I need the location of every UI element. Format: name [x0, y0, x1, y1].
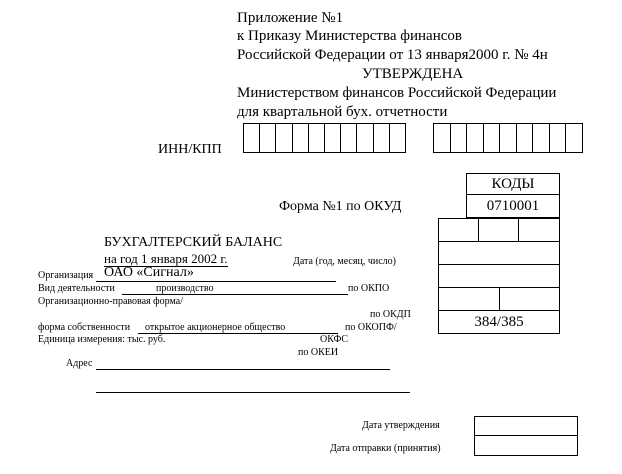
okdp-cell[interactable]	[438, 264, 560, 288]
appendix-line-2: к Приказу Министерства финансов	[237, 28, 462, 44]
inn-digit-cell[interactable]	[373, 123, 390, 153]
kpp-digit-cell[interactable]	[450, 123, 468, 153]
org-label: Организация	[38, 270, 94, 281]
inn-digit-cell[interactable]	[324, 123, 341, 153]
address-label: Адрес	[66, 358, 93, 369]
activity-value[interactable]: производство	[156, 283, 214, 294]
inn-digit-cell[interactable]	[340, 123, 357, 153]
ownership-value[interactable]: открытое акционерное общество	[145, 322, 286, 333]
okdp-label: по ОКДП	[370, 309, 411, 320]
date-year-cell[interactable]	[438, 218, 479, 242]
address-line-2[interactable]	[96, 392, 410, 393]
date-label: Дата (год, месяц, число)	[293, 256, 396, 267]
inn-digit-cell[interactable]	[308, 123, 325, 153]
kpp-digit-cell[interactable]	[532, 123, 550, 153]
kpp-digit-cell[interactable]	[516, 123, 534, 153]
approved-heading: УТВЕРЖДЕНА	[362, 66, 464, 82]
units-label: Единица измерения: тыс. руб.	[38, 334, 166, 345]
approval-date-cell[interactable]	[474, 416, 578, 436]
inn-digit-cell[interactable]	[292, 123, 309, 153]
okopf-cell[interactable]	[438, 287, 500, 311]
inn-digit-cell[interactable]	[243, 123, 260, 153]
inn-digit-cell[interactable]	[356, 123, 373, 153]
inn-digit-cell[interactable]	[259, 123, 276, 153]
inn-digit-cell[interactable]	[275, 123, 292, 153]
send-date-label: Дата отправки (принятия)	[330, 443, 441, 454]
ownership-label: форма собственности	[38, 322, 131, 333]
balance-period: на год 1 января 2002 г.	[104, 251, 228, 266]
date-month-cell[interactable]	[478, 218, 519, 242]
address-line-1[interactable]	[96, 369, 390, 370]
date-day-cell[interactable]	[518, 218, 560, 242]
okpo-label: по ОКПО	[348, 283, 390, 294]
okei-cell[interactable]	[438, 310, 560, 334]
okfs-cell[interactable]	[499, 287, 560, 311]
okfs-label: ОКФС	[320, 334, 349, 345]
inn-kpp-label: ИНН/КПП	[158, 142, 222, 157]
appendix-line-1: Приложение №1	[237, 10, 344, 26]
balance-title: БУХГАЛТЕРСКИЙ БАЛАНС	[104, 235, 283, 250]
kpp-digit-cell[interactable]	[483, 123, 501, 153]
codes-header: КОДЫ	[491, 176, 535, 192]
send-date-cell[interactable]	[474, 435, 578, 456]
appendix-line-5: Министерством финансов Российской Федерации	[237, 85, 557, 101]
inn-digit-cell[interactable]	[389, 123, 406, 153]
kpp-digit-cell[interactable]	[549, 123, 567, 153]
appendix-line-6: для квартальной бух. отчетности	[237, 104, 448, 120]
okpo-cell[interactable]	[438, 241, 560, 265]
kpp-digit-cell[interactable]	[433, 123, 451, 153]
kpp-digit-cell[interactable]	[565, 123, 583, 153]
org-line	[96, 281, 336, 282]
okei-label: по ОКЕИ	[298, 347, 339, 358]
codes-header-cell	[466, 173, 560, 195]
form-okud-label: Форма №1 по ОКУД	[279, 199, 402, 214]
okud-value: 0710001	[486, 198, 540, 214]
approval-date-label: Дата утверждения	[362, 420, 440, 431]
kpp-digit-cell[interactable]	[499, 123, 517, 153]
legal-form-label: Организационно-правовая форма/	[38, 296, 183, 307]
kpp-digit-cell[interactable]	[466, 123, 484, 153]
org-value[interactable]: ОАО «Сигнал»	[104, 265, 194, 280]
okopf-value: 384/385	[474, 314, 524, 330]
activity-label: Вид деятельности	[38, 283, 115, 294]
okopf-label: по ОКОПФ/	[345, 322, 397, 333]
appendix-line-3: Российской Федерации от 13 января2000 г. № 4н	[237, 47, 548, 63]
okud-cell[interactable]	[466, 194, 560, 218]
